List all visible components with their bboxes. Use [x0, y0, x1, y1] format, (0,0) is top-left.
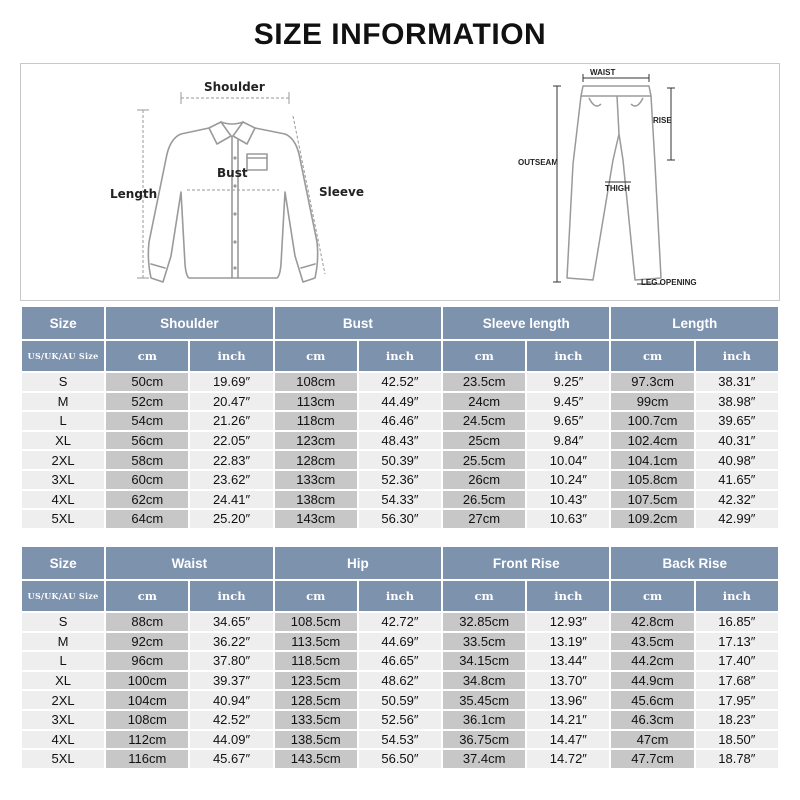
inch-cell: 56.50″	[358, 749, 442, 769]
cm-cell: 133cm	[274, 470, 358, 490]
inch-cell: 36.22″	[189, 632, 273, 652]
table-row	[21, 411, 779, 431]
cm-cell: 62cm	[105, 490, 189, 510]
size-cell: 3XL	[21, 710, 105, 730]
rise-label: RISE	[653, 116, 672, 125]
cm-cell: 113.5cm	[274, 632, 358, 652]
inch-cell: 9.25″	[526, 372, 610, 392]
cm-cell: 23.5cm	[442, 372, 526, 392]
cm-cell: 128cm	[274, 450, 358, 470]
unit-header: inch	[526, 580, 610, 612]
cm-cell: 33.5cm	[442, 632, 526, 652]
top-size-table	[20, 305, 780, 530]
table-row	[21, 490, 779, 510]
inch-cell: 13.96″	[526, 690, 610, 710]
cm-cell: 60cm	[105, 470, 189, 490]
inch-cell: 40.31″	[695, 431, 779, 451]
inch-cell: 52.56″	[358, 710, 442, 730]
inch-cell: 13.44″	[526, 651, 610, 671]
table-row	[21, 470, 779, 490]
size-cell: S	[21, 372, 105, 392]
inch-cell: 50.39″	[358, 450, 442, 470]
cm-cell: 25cm	[442, 431, 526, 451]
page-title: SIZE INFORMATION	[253, 18, 547, 51]
pants-diagram-icon	[531, 64, 731, 300]
inch-cell: 34.65″	[189, 612, 273, 632]
inch-cell: 40.94″	[189, 690, 273, 710]
inch-cell: 44.69″	[358, 632, 442, 652]
inch-cell: 42.32″	[695, 490, 779, 510]
inch-cell: 14.47″	[526, 730, 610, 750]
cm-cell: 128.5cm	[274, 690, 358, 710]
cm-cell: 100.7cm	[610, 411, 694, 431]
size-cell: 5XL	[21, 509, 105, 529]
cm-cell: 46.3cm	[610, 710, 694, 730]
inch-cell: 39.65″	[695, 411, 779, 431]
cm-cell: 36.1cm	[442, 710, 526, 730]
cm-cell: 109.2cm	[610, 509, 694, 529]
cm-cell: 123cm	[274, 431, 358, 451]
cm-cell: 27cm	[442, 509, 526, 529]
inch-cell: 42.99″	[695, 509, 779, 529]
table-row	[21, 450, 779, 470]
unit-header: inch	[358, 340, 442, 372]
inch-cell: 19.69″	[189, 372, 273, 392]
cm-cell: 123.5cm	[274, 671, 358, 691]
group-header: Front Rise	[442, 546, 610, 580]
cm-cell: 47cm	[610, 730, 694, 750]
cm-cell: 35.45cm	[442, 690, 526, 710]
cm-cell: 116cm	[105, 749, 189, 769]
region-size-label: US/UK/AU Size	[21, 580, 105, 612]
unit-header: cm	[610, 580, 694, 612]
cm-cell: 97.3cm	[610, 372, 694, 392]
cm-cell: 34.8cm	[442, 671, 526, 691]
size-cell: L	[21, 651, 105, 671]
cm-cell: 92cm	[105, 632, 189, 652]
inch-cell: 45.67″	[189, 749, 273, 769]
cm-cell: 108cm	[274, 372, 358, 392]
inch-cell: 10.04″	[526, 450, 610, 470]
unit-header: cm	[274, 340, 358, 372]
cm-cell: 118cm	[274, 411, 358, 431]
size-cell: 3XL	[21, 470, 105, 490]
inch-cell: 39.37″	[189, 671, 273, 691]
bottom-table-body	[21, 612, 779, 769]
group-header: Hip	[274, 546, 442, 580]
inch-cell: 18.78″	[695, 749, 779, 769]
inch-cell: 44.09″	[189, 730, 273, 750]
top-table-body	[21, 372, 779, 529]
inch-cell: 40.98″	[695, 450, 779, 470]
inch-cell: 56.30″	[358, 509, 442, 529]
cm-cell: 64cm	[105, 509, 189, 529]
inch-cell: 14.21″	[526, 710, 610, 730]
cm-cell: 26.5cm	[442, 490, 526, 510]
group-header: Back Rise	[610, 546, 779, 580]
table-row	[21, 392, 779, 412]
cm-cell: 25.5cm	[442, 450, 526, 470]
size-cell: 4XL	[21, 730, 105, 750]
cm-cell: 133.5cm	[274, 710, 358, 730]
bottom-size-table	[20, 545, 780, 770]
table-row	[21, 710, 779, 730]
unit-header: inch	[189, 580, 273, 612]
cm-cell: 102.4cm	[610, 431, 694, 451]
table-row	[21, 651, 779, 671]
cm-cell: 96cm	[105, 651, 189, 671]
unit-header-row	[21, 580, 779, 612]
region-size-label: US/UK/AU Size	[21, 340, 105, 372]
cm-cell: 45.6cm	[610, 690, 694, 710]
size-cell: M	[21, 392, 105, 412]
inch-cell: 17.40″	[695, 651, 779, 671]
cm-cell: 44.9cm	[610, 671, 694, 691]
waist-label: WAIST	[590, 68, 616, 77]
cm-cell: 113cm	[274, 392, 358, 412]
unit-header: inch	[526, 340, 610, 372]
inch-cell: 10.24″	[526, 470, 610, 490]
cm-cell: 104cm	[105, 690, 189, 710]
table-row	[21, 612, 779, 632]
table-row	[21, 671, 779, 691]
inch-cell: 16.85″	[695, 612, 779, 632]
group-header: Sleeve length	[442, 306, 610, 340]
size-cell: L	[21, 411, 105, 431]
inch-cell: 42.72″	[358, 612, 442, 632]
unit-header: inch	[358, 580, 442, 612]
inch-cell: 9.65″	[526, 411, 610, 431]
group-header: Bust	[274, 306, 442, 340]
unit-header: inch	[695, 580, 779, 612]
inch-cell: 46.46″	[358, 411, 442, 431]
inch-cell: 44.49″	[358, 392, 442, 412]
inch-cell: 18.50″	[695, 730, 779, 750]
inch-cell: 13.70″	[526, 671, 610, 691]
unit-header: cm	[105, 580, 189, 612]
cm-cell: 143.5cm	[274, 749, 358, 769]
shirt-diagram-icon	[21, 64, 401, 300]
bust-label: Bust	[217, 166, 248, 180]
inch-cell: 25.20″	[189, 509, 273, 529]
cm-cell: 54cm	[105, 411, 189, 431]
unit-header: cm	[105, 340, 189, 372]
cm-cell: 26cm	[442, 470, 526, 490]
size-cell: 4XL	[21, 490, 105, 510]
inch-cell: 24.41″	[189, 490, 273, 510]
size-header: Size	[21, 546, 105, 580]
cm-cell: 42.8cm	[610, 612, 694, 632]
group-header: Waist	[105, 546, 273, 580]
inch-cell: 42.52″	[189, 710, 273, 730]
size-cell: 2XL	[21, 690, 105, 710]
size-cell: S	[21, 612, 105, 632]
unit-header: cm	[610, 340, 694, 372]
size-cell: XL	[21, 671, 105, 691]
group-header: Length	[610, 306, 779, 340]
unit-header-row	[21, 340, 779, 372]
cm-cell: 36.75cm	[442, 730, 526, 750]
inch-cell: 17.13″	[695, 632, 779, 652]
inch-cell: 17.95″	[695, 690, 779, 710]
leg-opening-label: LEG OPENING	[641, 278, 697, 287]
cm-cell: 112cm	[105, 730, 189, 750]
thigh-label: THIGH	[605, 184, 630, 193]
size-cell: XL	[21, 431, 105, 451]
cm-cell: 108.5cm	[274, 612, 358, 632]
cm-cell: 107.5cm	[610, 490, 694, 510]
size-cell: M	[21, 632, 105, 652]
inch-cell: 22.83″	[189, 450, 273, 470]
size-cell: 2XL	[21, 450, 105, 470]
cm-cell: 44.2cm	[610, 651, 694, 671]
shoulder-label: Shoulder	[204, 80, 265, 94]
cm-cell: 24cm	[442, 392, 526, 412]
length-label: Length	[110, 187, 158, 201]
inch-cell: 13.19″	[526, 632, 610, 652]
cm-cell: 88cm	[105, 612, 189, 632]
cm-cell: 104.1cm	[610, 450, 694, 470]
table-header-row	[21, 306, 779, 340]
size-header: Size	[21, 306, 105, 340]
table-row	[21, 372, 779, 392]
unit-header: cm	[442, 580, 526, 612]
table-row	[21, 431, 779, 451]
cm-cell: 99cm	[610, 392, 694, 412]
inch-cell: 10.63″	[526, 509, 610, 529]
inch-cell: 38.98″	[695, 392, 779, 412]
inch-cell: 41.65″	[695, 470, 779, 490]
cm-cell: 37.4cm	[442, 749, 526, 769]
table-row	[21, 730, 779, 750]
unit-header: inch	[189, 340, 273, 372]
cm-cell: 100cm	[105, 671, 189, 691]
inch-cell: 42.52″	[358, 372, 442, 392]
inch-cell: 23.62″	[189, 470, 273, 490]
cm-cell: 108cm	[105, 710, 189, 730]
cm-cell: 24.5cm	[442, 411, 526, 431]
inch-cell: 18.23″	[695, 710, 779, 730]
sleeve-label: Sleeve	[319, 185, 364, 199]
inch-cell: 17.68″	[695, 671, 779, 691]
cm-cell: 32.85cm	[442, 612, 526, 632]
cm-cell: 34.15cm	[442, 651, 526, 671]
inch-cell: 52.36″	[358, 470, 442, 490]
inch-cell: 48.62″	[358, 671, 442, 691]
table-row	[21, 690, 779, 710]
inch-cell: 21.26″	[189, 411, 273, 431]
inch-cell: 14.72″	[526, 749, 610, 769]
measurement-diagram	[20, 63, 780, 301]
table-header-row	[21, 546, 779, 580]
inch-cell: 20.47″	[189, 392, 273, 412]
cm-cell: 138cm	[274, 490, 358, 510]
cm-cell: 52cm	[105, 392, 189, 412]
cm-cell: 118.5cm	[274, 651, 358, 671]
inch-cell: 9.45″	[526, 392, 610, 412]
inch-cell: 46.65″	[358, 651, 442, 671]
inch-cell: 12.93″	[526, 612, 610, 632]
inch-cell: 9.84″	[526, 431, 610, 451]
inch-cell: 54.33″	[358, 490, 442, 510]
cm-cell: 138.5cm	[274, 730, 358, 750]
unit-header: cm	[442, 340, 526, 372]
inch-cell: 48.43″	[358, 431, 442, 451]
cm-cell: 47.7cm	[610, 749, 694, 769]
inch-cell: 22.05″	[189, 431, 273, 451]
cm-cell: 56cm	[105, 431, 189, 451]
inch-cell: 54.53″	[358, 730, 442, 750]
table-row	[21, 509, 779, 529]
unit-header: inch	[695, 340, 779, 372]
inch-cell: 10.43″	[526, 490, 610, 510]
cm-cell: 58cm	[105, 450, 189, 470]
inch-cell: 38.31″	[695, 372, 779, 392]
size-cell: 5XL	[21, 749, 105, 769]
table-row	[21, 749, 779, 769]
cm-cell: 105.8cm	[610, 470, 694, 490]
inch-cell: 50.59″	[358, 690, 442, 710]
cm-cell: 50cm	[105, 372, 189, 392]
outseam-label: OUTSEAM	[518, 158, 558, 167]
group-header: Shoulder	[105, 306, 273, 340]
inch-cell: 37.80″	[189, 651, 273, 671]
table-row	[21, 632, 779, 652]
cm-cell: 43.5cm	[610, 632, 694, 652]
unit-header: cm	[274, 580, 358, 612]
cm-cell: 143cm	[274, 509, 358, 529]
